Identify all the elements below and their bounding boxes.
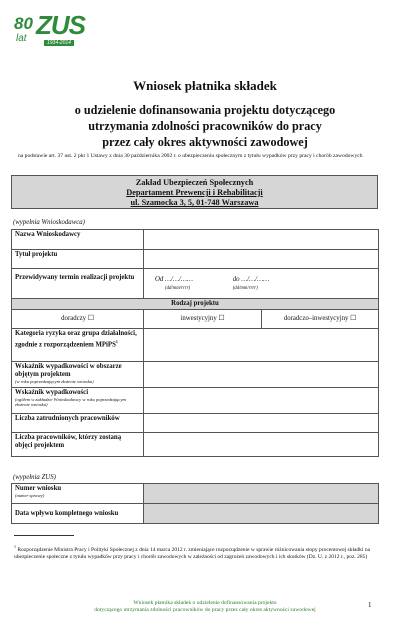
legal-basis: na podstawie art. 37 ust. 2 pkt 1 Ustawy z dnia 30 października 2002 r. o ubezpieczeniu społecznym z tytułu wypadków przy pracy i chorób zawodowych <box>18 153 363 159</box>
employees-field[interactable] <box>144 414 379 433</box>
footer-line: dotyczącego utrzymania zdolności pracowników do pracy przez cały okres aktywności zawodowej <box>94 607 316 613</box>
page-number: 1 <box>368 601 372 609</box>
date-from-format: (dd/mm/rrrr) <box>165 286 191 291</box>
accident-rate-field[interactable] <box>144 362 379 388</box>
application-number-note: (numer sprawy) <box>15 493 45 498</box>
logo-lat: lat <box>16 33 27 44</box>
label-employees: Liczba zatrudnionych pracowników <box>12 414 144 433</box>
accident-rate-total-note: (ogółem w zakładzie Wnioskodawcy w roku poprzedzającym złożenie wniosku) <box>15 397 126 407</box>
type-advisory[interactable]: doradczy ☐ <box>12 310 144 329</box>
label-accident-rate <box>12 362 144 388</box>
accident-rate-note: (w roku poprzedzającym złożenie wniosku) <box>15 379 94 384</box>
risk-category-text: Kategoria ryzyka oraz grupa działalności, zgodnie z rozporządzeniem MPiPS <box>15 330 137 349</box>
title-line: przez cały okres aktywności zawodowej <box>102 135 308 149</box>
covered-field[interactable] <box>144 433 379 457</box>
label-receipt-date: Data wpływu kompletnego wniosku <box>12 504 144 524</box>
footnote-text: Rozporządzenie Ministra Pracy i Polityki Społecznej z dnia 14 marca 2012 r. zmieniające rozporządzenie w sprawie różnicowania stopy procentowej składki na ubezpieczenie społeczne z tytułu wypadków przy pracy i chorób zawodowych w zależności od zagrożeń zawodowych i ich skutków (Dz. U. z 2012 r., poz. 285) <box>14 546 371 561</box>
recipient-institution: Zakład Ubezpieczeń Społecznych <box>135 178 254 187</box>
date-to: do …/…/…… <box>232 276 270 283</box>
accident-rate-total-text: Wskaźnik wypadkowości <box>15 389 89 396</box>
recipient-department: Departament Prewencji i Rehabilitacji <box>126 188 263 197</box>
label-term: Przewidywany termin realizacji projektu <box>12 269 144 299</box>
zus-note: (wypełnia ZUS) <box>13 474 56 481</box>
title-line: o udzielenie dofinansowania projektu dotyczącego <box>74 103 336 117</box>
label-covered: Liczba pracowników, którzy zostaną objęci projektem <box>12 433 144 457</box>
logo-years: 1934-2014 <box>44 40 74 46</box>
applicant-table <box>11 229 379 457</box>
zus-logo <box>14 12 100 52</box>
recipient-header <box>11 175 378 209</box>
date-to-format: (dd/mm/rrrr) <box>232 286 258 291</box>
logo-brand: ZUS <box>36 10 85 40</box>
type-investment[interactable]: inwestycyjny ☐ <box>144 310 262 329</box>
receipt-date-field[interactable] <box>144 504 379 524</box>
application-number-field[interactable] <box>144 484 379 504</box>
type-mixed[interactable]: doradczo–inwestycyjny ☐ <box>262 310 379 329</box>
term-field[interactable] <box>144 269 379 299</box>
label-project-title: Tytuł projektu <box>12 250 144 269</box>
label-risk-category <box>12 329 144 362</box>
footer-line: Wniosek płatnika składek o udzielenie dofinansowania projektu <box>133 600 277 606</box>
accident-rate-text: Wskaźnik wypadkowości w obszarze objętym projektem <box>15 363 122 378</box>
label-name: Nazwa Wnioskodawcy <box>12 230 144 250</box>
title-line: Wniosek płatnika składek <box>133 78 277 93</box>
name-field[interactable] <box>144 230 379 250</box>
applicant-note: (wypełnia Wnioskodawca) <box>13 219 85 226</box>
footnote-ref: 1 <box>115 339 118 344</box>
page-footer <box>60 600 350 614</box>
project-title-field[interactable] <box>144 250 379 269</box>
recipient-address: ul. Szamocka 3, 5, 01-748 Warszawa <box>130 198 259 207</box>
application-number-text: Numer wniosku <box>15 485 62 492</box>
footnote-divider <box>14 535 74 536</box>
accident-rate-total-field[interactable] <box>144 388 379 414</box>
risk-category-field[interactable] <box>144 329 379 362</box>
label-application-number <box>12 484 144 504</box>
logo-number: 80 <box>14 14 33 33</box>
footnote <box>14 543 382 561</box>
date-from: Od …/…/…… <box>155 276 193 283</box>
project-type-header: Rodzaj projektu <box>12 299 379 310</box>
zus-table <box>11 483 379 524</box>
label-accident-rate-total <box>12 388 144 414</box>
form-title <box>20 78 390 150</box>
title-line: utrzymania zdolności pracowników do pracy <box>88 119 322 133</box>
footnote-mark: 1 <box>14 544 16 549</box>
